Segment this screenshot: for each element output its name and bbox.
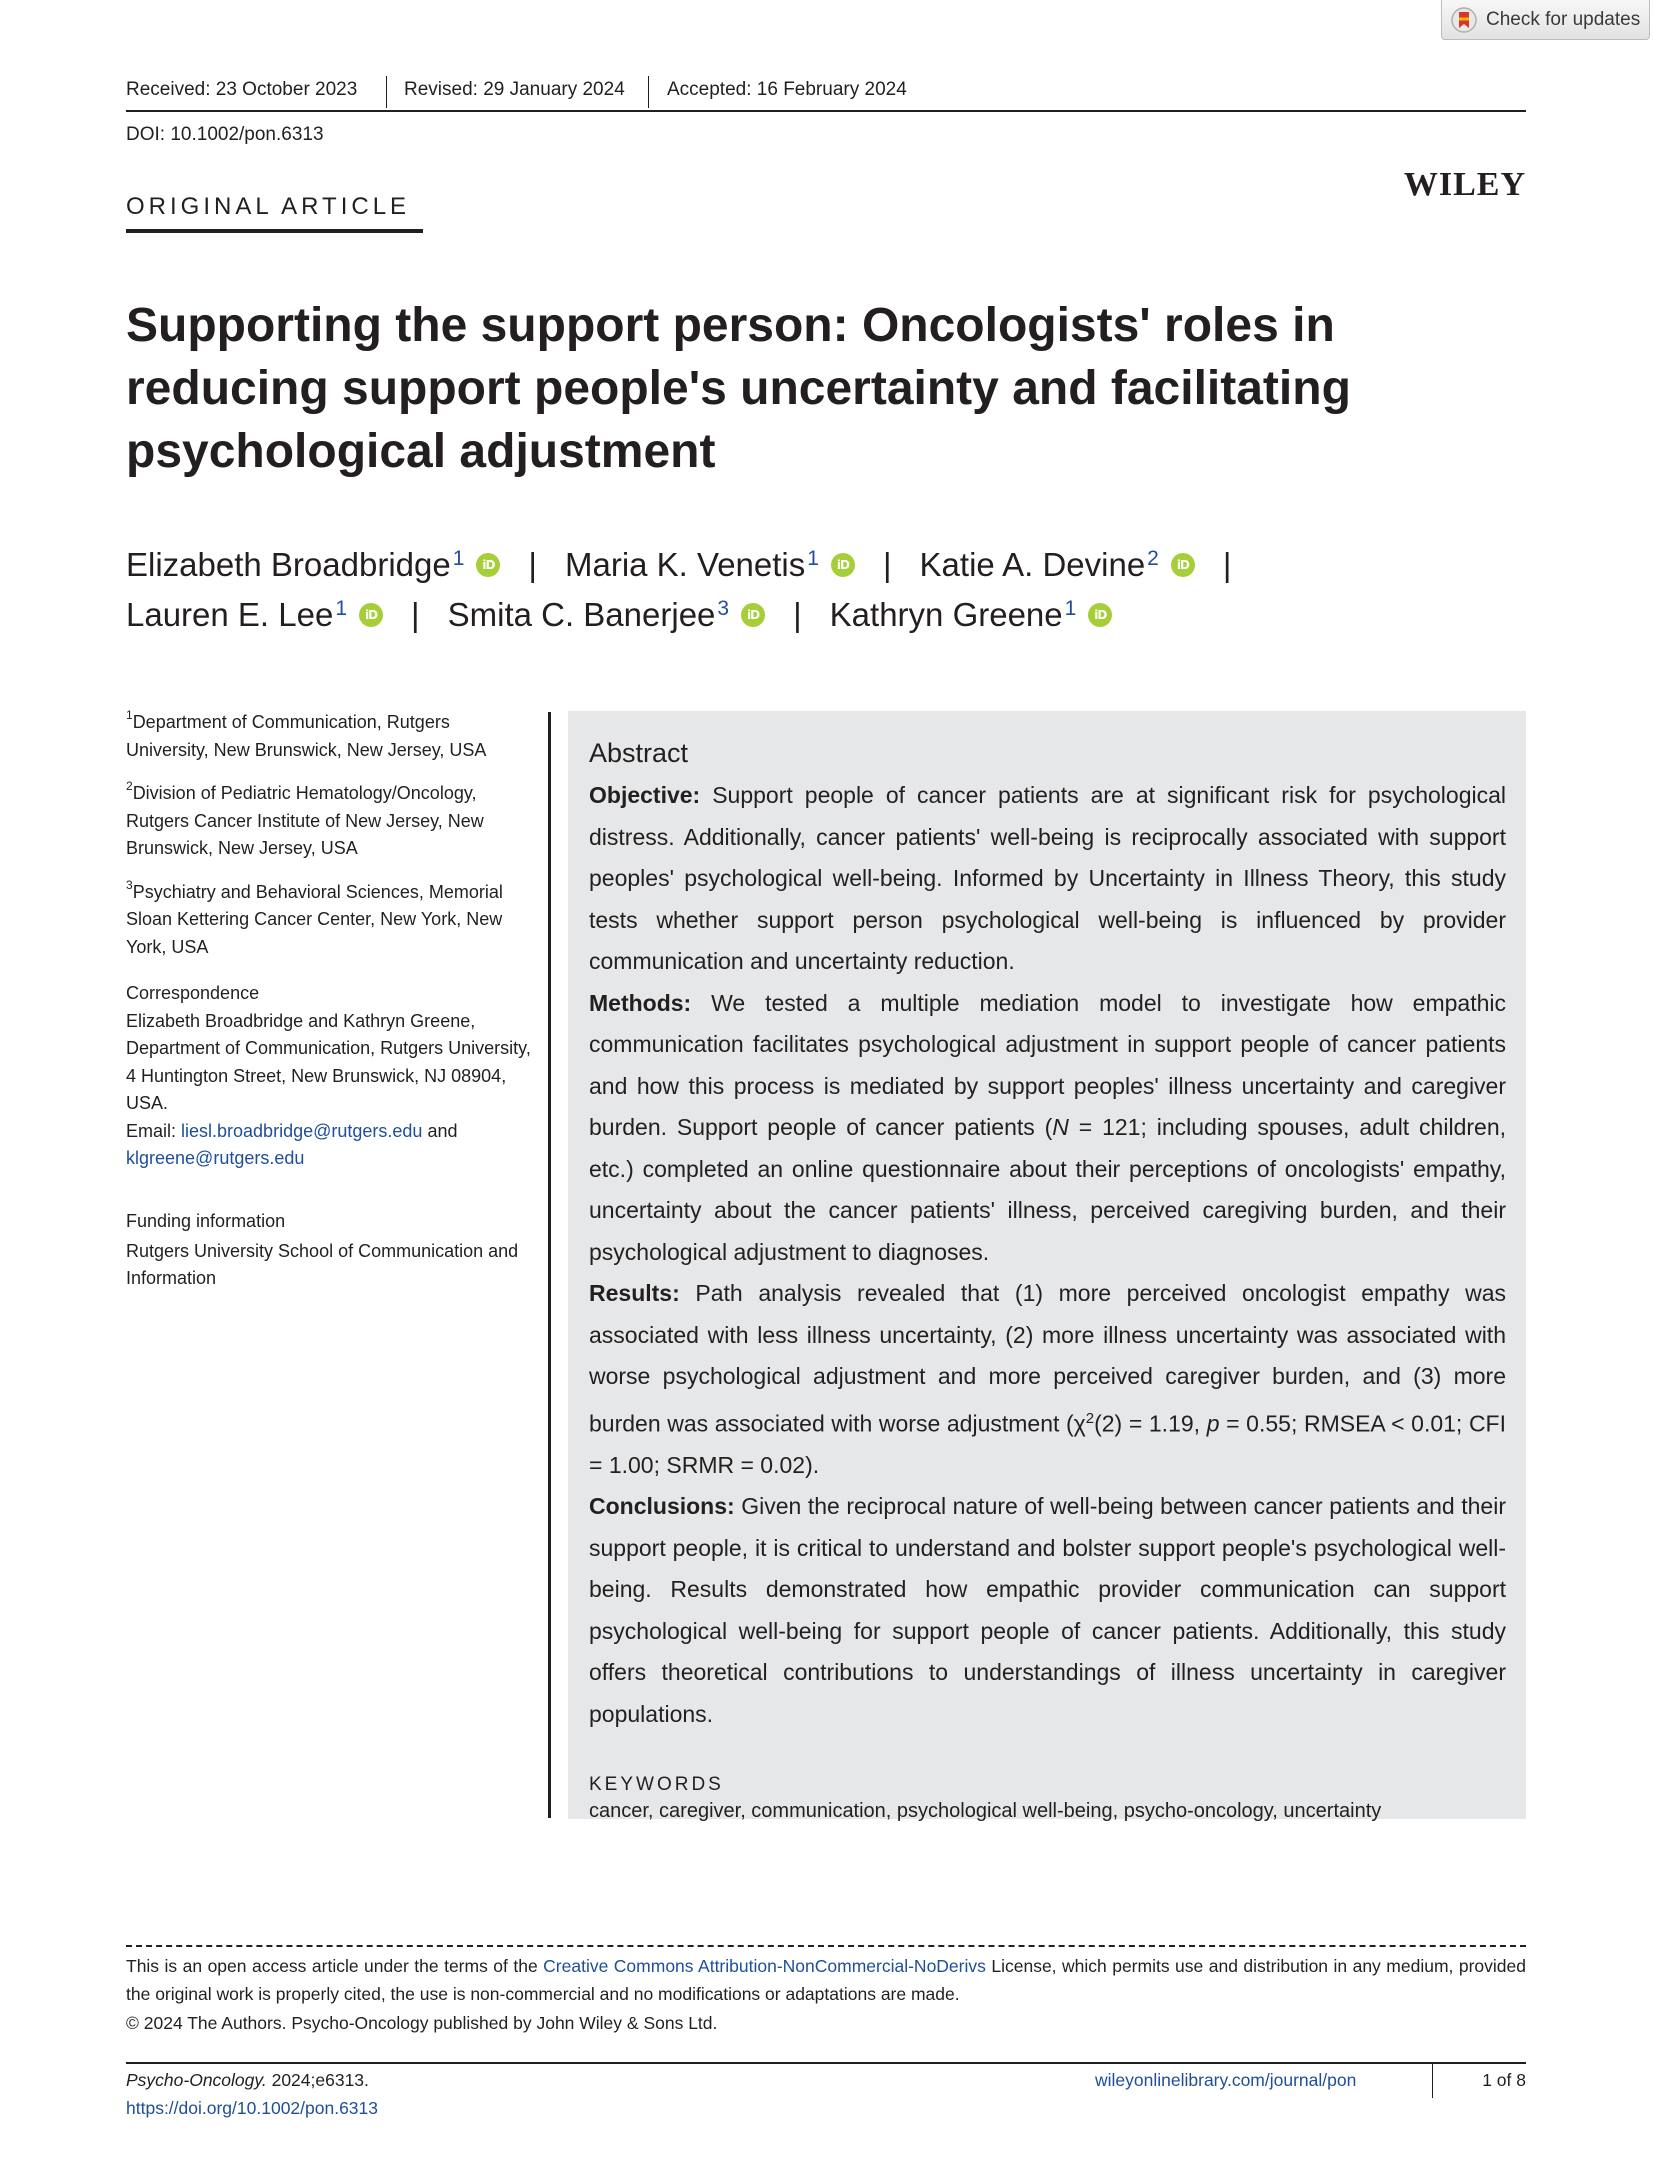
affiliation-ref[interactable]: 1 [335,597,348,620]
section-text: Path analysis revealed that (1) more perceived oncologist empathy was associated with less illness uncertainty, (2) more illness uncertainty was associated with worse psychological adjustment and more perceived caregiver burden, and (3) more burden was associated with worse adjustment (χ [589,1280,1506,1437]
section-text: = 0.55; RMSEA < 0.01; CFI = 1.00; SRMR = 0.02). [589,1410,1507,1478]
divider [648,76,649,108]
crossmark-icon [1450,6,1478,34]
abstract-objective [589,775,1506,983]
received-date: Received: 23 October 2023 [126,79,358,100]
affiliations [126,704,536,961]
doi-link[interactable]: https://doi.org/10.1002/pon.6313 [126,2098,379,2118]
orcid-icon[interactable]: iD [741,603,765,627]
section-text: (2) = 1.19, [1094,1410,1207,1437]
author-separator: | [528,546,537,583]
journal-citation [126,2070,369,2091]
author-separator: | [793,596,802,633]
author-separator: | [882,546,892,583]
author [126,596,383,634]
author-list [126,596,1112,634]
author-name[interactable]: Smita C. Banerjee [447,596,716,633]
correspondence-heading: Correspondence [126,983,260,1003]
divider [386,76,387,108]
abstract-methods [589,983,1506,1274]
affiliation-ref[interactable]: 3 [717,597,730,620]
affiliation-number: 3 [126,877,133,892]
accepted-date: Accepted: 16 February 2024 [667,79,907,100]
abstract-body [589,775,1506,1735]
sample-size-symbol: N [1052,1114,1069,1140]
article-type-underline [126,229,423,233]
author-name[interactable]: Maria K. Venetis [564,546,806,583]
article-history [126,76,1526,106]
section-label: Results: [589,1280,680,1306]
license-text: License, which permits use and distribution in any medium, provided the original work is properly cited, the use is non-commercial and no modifications or adaptations are made. [126,1956,1526,2004]
affiliation-text: Psychiatry and Behavioral Sciences, Memorial Sloan Kettering Cancer Center, New York, New York, USA [126,881,503,957]
abstract [568,711,1526,1823]
section-text: We tested a multiple mediation model to investigate how empathic communication facilitates psychological adjustment in support people of cancer patients and how this process is mediated by support peoples' illness uncertainty and caregiver burden. Support people of cancer patients ( [589,989,1506,1140]
author [920,546,1195,584]
author-separator: | [411,596,420,633]
section-text: Support people of cancer patients are at significant risk for psychological distress. Additionally, cancer patients' well-being is reciprocally associated with support peoples' psychological well-being. Informed by Uncertainty in Illness Theory, this study tests whether support person psychological well-being is influenced by provider communication and uncertainty reduction. [589,782,1506,974]
affiliation-ref[interactable]: 1 [1064,597,1077,620]
affiliation-ref[interactable]: 1 [807,547,819,570]
orcid-icon[interactable]: iD [831,553,855,577]
article-title: Supporting the support person: Oncologists' roles in reducing support people's uncertainty and facilitating psychological adjustment [126,299,1351,478]
author [448,596,765,634]
correspondence-email [126,1118,536,1173]
affiliation-number: 1 [126,708,133,722]
footer-rule [126,2062,1526,2064]
keywords: cancer, caregiver, communication, psychological well-being, psycho-oncology, uncertainty [589,1800,1382,1823]
email-link[interactable]: klgreene@rutgers.edu [126,1148,305,1168]
affiliation-text: Division of Pediatric Hematology/Oncology, Rutgers Cancer Institute of New Jersey, New Brunswick, New Jersey, USA [126,783,484,858]
author-name[interactable]: Katie A. Devine [919,546,1146,583]
author-list [126,546,1259,584]
author [565,546,855,584]
funding-heading: Funding information [126,1211,286,1231]
orcid-icon[interactable]: iD [359,603,383,627]
abstract-results [589,1273,1506,1486]
affiliation-text: Department of Communication, Rutgers University, New Brunswick, New Jersey, USA [126,712,487,760]
license-link[interactable]: Creative Commons Attribution-NonCommercial-NoDerivs [543,1956,986,1976]
author-separator: | [1222,546,1232,583]
author-name[interactable]: Elizabeth Broadbridge [126,546,451,583]
affiliation [126,874,536,962]
article-type: ORIGINAL ARTICLE [126,193,411,220]
author [126,546,500,584]
divider [1432,2062,1433,2098]
conjunction: and [422,1120,458,1141]
orcid-icon[interactable]: iD [1171,553,1195,577]
check-for-updates-button[interactable] [1441,0,1650,40]
section-label: Methods: [589,989,692,1016]
section-label: Conclusions: [589,1493,735,1520]
page-number: 1 of 8 [1482,2070,1526,2090]
email-link[interactable]: liesl.broadbridge@rutgers.edu [181,1120,423,1141]
orcid-icon[interactable]: iD [1088,603,1112,627]
affiliation [126,775,536,863]
author [830,596,1113,634]
section-label: Objective: [589,782,701,808]
author-name[interactable]: Kathryn Greene [829,596,1063,633]
header-rule [126,110,1526,112]
correspondence-address: Elizabeth Broadbridge and Kathryn Greene, Department of Communication, Rutgers University, 4 Huntington Street, New Brunswick, NJ 08904, USA. [126,1010,531,1113]
journal-website-link[interactable]: wileyonlinelibrary.com/journal/pon [1095,2070,1357,2090]
section-text: Given the reciprocal nature of well-being between cancer patients and their support people, it is critical to understand and bolster support people's psychological well-being. Results demonstrated how empathic provider communication can support psychological well-being for support people of cancer patients. Additionally, this study offers theoretical contributions to understandings of illness uncertainty in caregiver populations. [589,1493,1506,1727]
affiliation-ref[interactable]: 1 [452,547,465,570]
keywords-heading: KEYWORDS [589,1774,724,1796]
email-label: Email: [126,1120,182,1141]
p-value-symbol: p [1206,1410,1220,1437]
footer-divider [126,1945,1526,1947]
funding [126,1208,536,1293]
affiliation-number: 2 [126,779,133,793]
license-text: This is an open access article under the terms of the [126,1956,544,1976]
affiliation [126,704,536,764]
funding-text: Rutgers University School of Communication and Information [126,1240,519,1288]
check-for-updates-label: Check for updates [1486,8,1641,30]
column-rule [548,712,551,1818]
journal-name: Psycho-Oncology. [126,2070,267,2090]
copyright: © 2024 The Authors. Psycho-Oncology published by John Wiley & Sons Ltd. [126,2013,718,2033]
author-name[interactable]: Lauren E. Lee [126,596,334,633]
correspondence [126,980,536,1173]
abstract-conclusions [589,1486,1506,1735]
license-notice [126,1952,1526,2008]
section-text: = 121; including spouses, adult children, etc.) completed an online questionnaire about their perceptions of oncologists' empathy, uncertainty about the cancer patients' illness, perceived caregiving burden, and their psychological adjustment to diagnoses. [589,1114,1506,1265]
superscript: 2 [1085,1409,1095,1427]
publisher-logo: WILEY [1403,166,1526,203]
abstract-heading: Abstract [589,738,689,768]
affiliation-ref[interactable]: 2 [1147,547,1159,570]
article-doi: DOI: 10.1002/pon.6313 [126,124,324,145]
citation-text: 2024;e6313. [266,2070,369,2090]
revised-date: Revised: 29 January 2024 [404,79,625,100]
orcid-icon[interactable]: iD [476,553,500,577]
